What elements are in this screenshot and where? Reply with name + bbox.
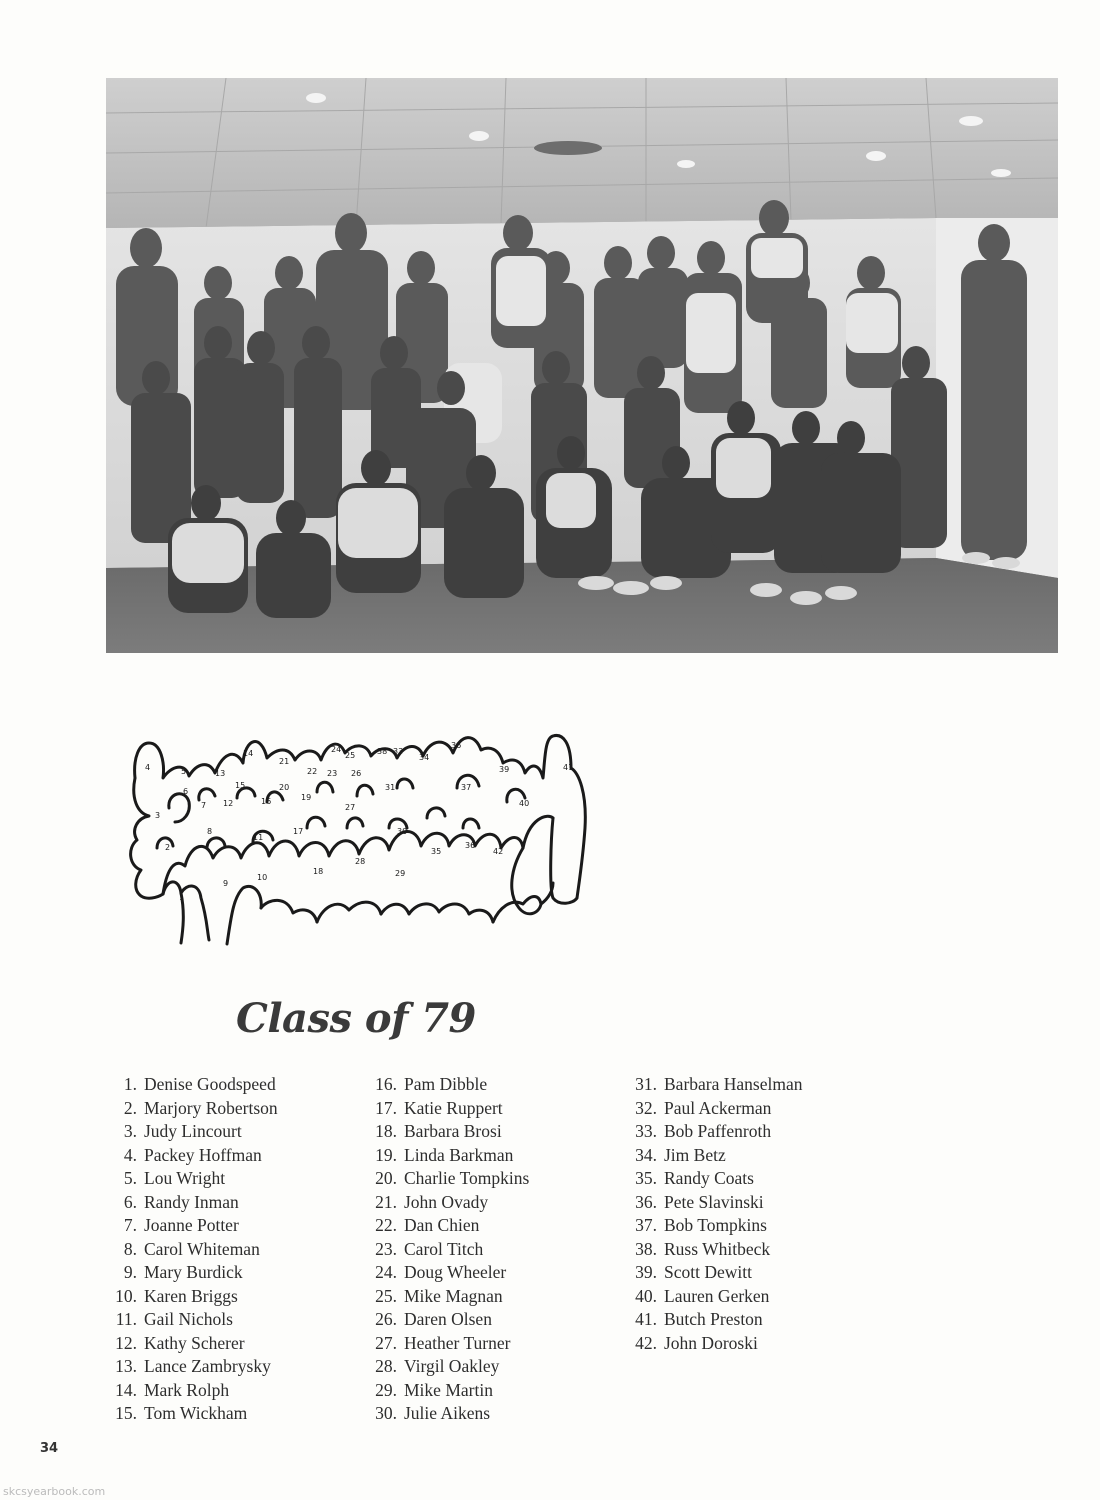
student-name: Lauren Gerken: [664, 1285, 770, 1306]
name-number: 37.: [635, 1215, 657, 1235]
name-number: 16.: [375, 1074, 397, 1094]
name-number: 2.: [123, 1097, 137, 1118]
name-number: 3.: [123, 1121, 137, 1141]
name-list-item: [355, 1261, 529, 1285]
key-number: 35: [431, 847, 442, 856]
key-number: 37: [461, 783, 472, 792]
name-list-item: [615, 1285, 802, 1309]
name-number: 19.: [375, 1144, 397, 1165]
name-list-item: [105, 1073, 278, 1097]
photo-identification-key: [127, 718, 597, 946]
name-number: 20.: [375, 1168, 397, 1188]
student-name: Mike Martin: [404, 1379, 493, 1400]
student-name: Bob Paffenroth: [664, 1121, 772, 1141]
name-number: 32.: [635, 1097, 657, 1118]
name-list-item: [355, 1120, 529, 1144]
name-list-column-1: [105, 1073, 278, 1426]
name-number: 29.: [375, 1379, 397, 1400]
key-number: 4: [145, 763, 151, 772]
name-number: 11.: [115, 1309, 137, 1329]
name-number: 34.: [635, 1144, 657, 1165]
name-number: 15.: [115, 1403, 137, 1423]
key-number: 26: [351, 769, 362, 778]
name-list-item: [105, 1261, 278, 1285]
name-list-item: [615, 1097, 802, 1121]
name-number: 30.: [375, 1403, 397, 1423]
key-number: 8: [207, 827, 213, 836]
name-list-item: [355, 1308, 529, 1332]
student-name: Butch Preston: [664, 1309, 763, 1329]
student-name: Pete Slavinski: [664, 1191, 764, 1212]
name-number: 42.: [635, 1332, 657, 1353]
key-number: 27: [345, 803, 356, 812]
name-list-item: [355, 1191, 529, 1215]
key-number: 38: [377, 747, 388, 756]
name-list-item: [615, 1120, 802, 1144]
student-name: Tom Wickham: [144, 1403, 248, 1423]
student-name: Scott Dewitt: [664, 1262, 752, 1282]
page-number: 34: [40, 1441, 59, 1456]
student-name: Jim Betz: [664, 1144, 726, 1165]
key-number: 16: [261, 797, 272, 806]
name-number: 18.: [375, 1121, 397, 1141]
name-number: 4.: [123, 1144, 137, 1165]
student-name: Mark Rolph: [144, 1379, 230, 1400]
key-number: 3: [155, 811, 161, 820]
student-name: Doug Wheeler: [404, 1262, 507, 1282]
name-number: 26.: [375, 1309, 397, 1329]
key-number: 6: [183, 787, 189, 796]
name-number: 14.: [115, 1379, 137, 1400]
key-number: 20: [279, 783, 290, 792]
name-number: 6.: [123, 1191, 137, 1212]
name-list-item: [105, 1308, 278, 1332]
key-number: 23: [327, 769, 338, 778]
key-number: 9: [223, 879, 229, 888]
name-list-item: [105, 1167, 278, 1191]
key-number: 1: [179, 893, 185, 902]
name-list-item: [355, 1355, 529, 1379]
name-list-item: [355, 1214, 529, 1238]
key-number: 12: [223, 799, 234, 808]
class-group-photo: [106, 78, 1058, 653]
name-list-item: [105, 1355, 278, 1379]
name-list-item: [105, 1191, 278, 1215]
name-list-item: [615, 1144, 802, 1168]
name-list-item: [105, 1379, 278, 1403]
student-name: Lance Zambrysky: [144, 1356, 271, 1376]
name-number: 13.: [115, 1356, 137, 1376]
student-name: Russ Whitbeck: [664, 1238, 771, 1259]
student-name: Carol Titch: [404, 1238, 484, 1259]
name-list-item: [355, 1238, 529, 1262]
student-name: Julie Aikens: [404, 1403, 491, 1423]
key-number: 14: [243, 749, 254, 758]
key-number: 19: [301, 793, 312, 802]
key-number: 39: [499, 765, 510, 774]
name-list-item: [105, 1214, 278, 1238]
student-name: Gail Nichols: [144, 1309, 233, 1329]
student-name: Lou Wright: [144, 1168, 226, 1188]
student-name: Judy Lincourt: [144, 1121, 242, 1141]
name-list-item: [615, 1238, 802, 1262]
name-number: 22.: [375, 1215, 397, 1235]
student-name: Carol Whiteman: [144, 1238, 260, 1259]
student-name: Marjory Robertson: [144, 1097, 278, 1118]
student-name: Randy Coats: [664, 1168, 754, 1188]
name-list-item: [615, 1261, 802, 1285]
student-name: John Doroski: [664, 1332, 758, 1353]
name-number: 9.: [123, 1262, 137, 1282]
key-number: 22: [307, 767, 318, 776]
name-number: 28.: [375, 1356, 397, 1376]
name-number: 36.: [635, 1191, 657, 1212]
student-name: John Ovady: [404, 1191, 489, 1212]
name-list-item: [355, 1073, 529, 1097]
name-list-item: [105, 1097, 278, 1121]
name-list-column-3: [615, 1073, 802, 1355]
student-name: Mary Burdick: [144, 1262, 243, 1282]
key-number: 13: [215, 769, 226, 778]
key-number: 40: [519, 799, 530, 808]
key-number: 28: [355, 857, 366, 866]
name-list-column-2: [355, 1073, 529, 1426]
name-number: 41.: [635, 1309, 657, 1329]
student-name: Katie Ruppert: [404, 1097, 503, 1118]
student-name: Daren Olsen: [404, 1309, 492, 1329]
name-number: 17.: [375, 1097, 397, 1118]
student-name: Karen Briggs: [144, 1285, 238, 1306]
page-title: Class of 79: [236, 995, 476, 1042]
name-list-item: [355, 1332, 529, 1356]
name-list-item: [355, 1379, 529, 1403]
key-number: 2: [165, 843, 171, 852]
key-number: 34: [419, 753, 430, 762]
name-number: 39.: [635, 1262, 657, 1282]
key-number: 17: [293, 827, 304, 836]
student-name: Mike Magnan: [404, 1285, 503, 1306]
key-number: 21: [279, 757, 290, 766]
name-number: 27.: [375, 1332, 397, 1353]
key-number: 18: [313, 867, 324, 876]
student-name: Kathy Scherer: [144, 1332, 245, 1353]
watermark: skcsyearbook.com: [3, 1485, 106, 1498]
student-name: Barbara Hanselman: [664, 1074, 803, 1094]
name-number: 8.: [123, 1238, 137, 1259]
student-name: Joanne Potter: [144, 1215, 239, 1235]
name-number: 24.: [375, 1262, 397, 1282]
key-number: 10: [257, 873, 268, 882]
name-list-item: [615, 1073, 802, 1097]
name-list-item: [105, 1332, 278, 1356]
student-name: Paul Ackerman: [664, 1097, 772, 1118]
key-number: 15: [235, 781, 246, 790]
name-number: 12.: [115, 1332, 137, 1353]
student-name: Bob Tompkins: [664, 1215, 767, 1235]
student-name: Denise Goodspeed: [144, 1074, 276, 1094]
name-number: 31.: [635, 1074, 657, 1094]
name-list-item: [615, 1308, 802, 1332]
student-name: Heather Turner: [404, 1332, 511, 1353]
name-number: 25.: [375, 1285, 397, 1306]
key-number: 33: [393, 747, 404, 756]
key-number: 11: [253, 833, 264, 842]
name-list-item: [355, 1167, 529, 1191]
name-number: 21.: [375, 1191, 397, 1212]
key-number: 31: [385, 783, 396, 792]
name-list-item: [105, 1402, 278, 1426]
name-list-item: [355, 1402, 529, 1426]
student-name: Barbara Brosi: [404, 1121, 502, 1141]
name-list-item: [615, 1214, 802, 1238]
name-list-item: [105, 1120, 278, 1144]
name-number: 38.: [635, 1238, 657, 1259]
name-list-item: [105, 1238, 278, 1262]
key-number: 24: [331, 745, 342, 754]
key-number: 5: [181, 767, 187, 776]
name-list-item: [105, 1144, 278, 1168]
key-number: 36: [451, 741, 462, 750]
name-list-item: [355, 1097, 529, 1121]
key-number: 41: [563, 763, 574, 772]
key-number: 36: [465, 841, 476, 850]
name-number: 35.: [635, 1168, 657, 1188]
student-name: Pam Dibble: [404, 1074, 488, 1094]
name-number: 5.: [123, 1168, 137, 1188]
key-number: 29: [395, 869, 406, 878]
key-number: 7: [201, 801, 207, 810]
key-number: 42: [493, 847, 504, 856]
name-list-item: [615, 1167, 802, 1191]
name-number: 33.: [635, 1121, 657, 1141]
student-name: Dan Chien: [404, 1215, 480, 1235]
name-number: 1.: [123, 1074, 137, 1094]
key-number: 30: [397, 827, 408, 836]
name-list-item: [355, 1285, 529, 1309]
name-number: 10.: [115, 1285, 137, 1306]
student-name: Randy Inman: [144, 1191, 239, 1212]
name-list-item: [355, 1144, 529, 1168]
key-number: 25: [345, 751, 356, 760]
name-list-item: [105, 1285, 278, 1309]
name-list-item: [615, 1191, 802, 1215]
name-list-item: [615, 1332, 802, 1356]
student-name: Packey Hoffman: [144, 1144, 262, 1165]
student-name: Linda Barkman: [404, 1144, 514, 1165]
student-name: Charlie Tompkins: [404, 1168, 530, 1188]
name-number: 23.: [375, 1238, 397, 1259]
name-number: 40.: [635, 1285, 657, 1306]
student-name: Virgil Oakley: [404, 1356, 500, 1376]
name-number: 7.: [123, 1215, 137, 1235]
